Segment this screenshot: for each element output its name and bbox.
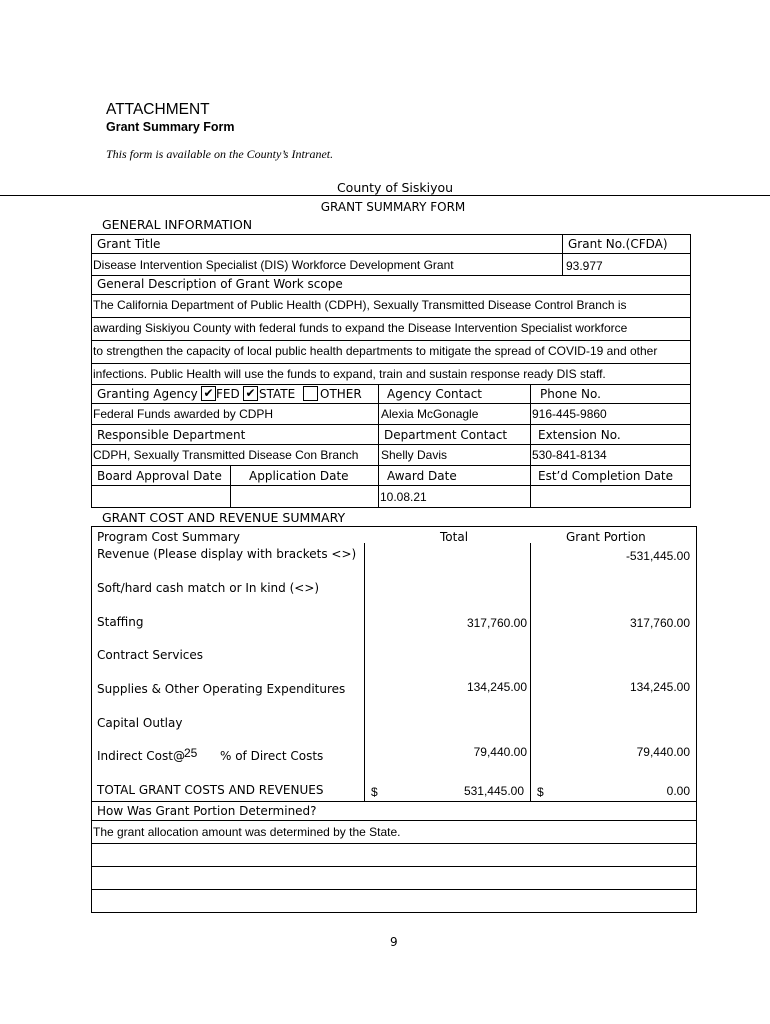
- total-dollar-sign: $: [371, 785, 378, 799]
- agency-contact-value: Alexia McGonagle: [381, 407, 479, 421]
- page-number: 9: [390, 935, 398, 949]
- description-label: General Description of Grant Work scope: [97, 277, 343, 291]
- dept-contact-label: Department Contact: [384, 428, 508, 442]
- staffing-grant-value: 317,760.00: [629, 616, 690, 630]
- extension-value: 530-841-8134: [532, 448, 607, 462]
- supplies-grant-value: 134,245.00: [629, 680, 690, 694]
- revenue-label: Revenue (Please display with brackets <>): [97, 547, 357, 561]
- board-approval-label: Board Approval Date: [97, 469, 222, 483]
- extension-label: Extension No.: [538, 428, 621, 442]
- indirect-cost-label: Indirect Cost@: [97, 749, 185, 763]
- total-total-value: 531,445.00: [463, 784, 524, 798]
- granting-agency-label: Granting Agency: [97, 387, 198, 401]
- col-grant-portion: Grant Portion: [566, 530, 646, 544]
- other-checkbox[interactable]: [303, 386, 318, 401]
- responsible-dept-label: Responsible Department: [97, 428, 246, 442]
- staffing-total-value: 317,760.00: [466, 616, 527, 630]
- capital-outlay-label: Capital Outlay: [97, 716, 183, 730]
- fed-label: FED: [216, 387, 240, 401]
- grant-no-label: Grant No.(CFDA): [568, 237, 668, 251]
- indirect-suffix: % of Direct Costs: [220, 749, 324, 763]
- fed-checkbox[interactable]: ✔: [201, 386, 216, 401]
- granting-agency-value: Federal Funds awarded by CDPH: [93, 407, 274, 421]
- indirect-rate-value[interactable]: 25: [184, 746, 198, 760]
- description-line-2: awarding Siskiyou County with federal funds to expand the Disease Intervention Specialist workforce: [93, 321, 628, 335]
- county-title: County of Siskiyou: [336, 180, 454, 195]
- other-label: OTHER: [320, 387, 362, 401]
- state-label: STATE: [259, 387, 296, 401]
- revenue-grant-value: -531,445.00: [625, 549, 690, 563]
- indirect-grant-value: 79,440.00: [636, 745, 690, 759]
- supplies-label: Supplies & Other Operating Expenditures: [97, 682, 346, 696]
- contract-services-label: Contract Services: [97, 648, 204, 662]
- attachment-heading: ATTACHMENT: [106, 101, 210, 118]
- grant-title-value: Disease Intervention Specialist (DIS) Workforce Development Grant: [93, 258, 454, 272]
- staffing-label: Staffing: [97, 615, 144, 629]
- agency-contact-label: Agency Contact: [387, 387, 483, 401]
- form-name: Grant Summary Form: [106, 120, 235, 134]
- description-line-4: infections. Public Health will use the funds to expand, train and sustain response ready DIS staff.: [93, 367, 606, 381]
- phone-value: 916-445-9860: [532, 407, 607, 421]
- state-checkbox[interactable]: ✔: [243, 386, 258, 401]
- match-label: Soft/hard cash match or In kind (<>): [97, 581, 320, 595]
- grant-no-value: 93.977: [566, 259, 603, 273]
- description-line-3: to strengthen the capacity of local public health departments to mitigate the spread of COVID-19 and other: [93, 344, 658, 358]
- description-line-1: The California Department of Public Health (CDPH), Sexually Transmitted Disease Control Branch is: [93, 298, 627, 312]
- col-total: Total: [440, 530, 469, 544]
- portion-question: How Was Grant Portion Determined?: [97, 804, 317, 818]
- award-date-label: Award Date: [387, 469, 457, 483]
- application-date-label: Application Date: [249, 469, 349, 483]
- portion-answer: The grant allocation amount was determined by the State.: [93, 825, 401, 839]
- total-label: TOTAL GRANT COSTS AND REVENUES: [97, 783, 324, 797]
- responsible-dept-value: CDPH, Sexually Transmitted Disease Con Branch: [93, 448, 359, 462]
- phone-label: Phone No.: [540, 387, 601, 401]
- dept-contact-value: Shelly Davis: [381, 448, 448, 462]
- general-section-title: GENERAL INFORMATION: [102, 217, 253, 232]
- availability-note: This form is available on the County’s Intranet.: [106, 147, 334, 161]
- cost-section-title: GRANT COST AND REVENUE SUMMARY: [102, 510, 346, 525]
- award-date-value: 10.08.21: [380, 490, 427, 504]
- completion-date-label: Est’d Completion Date: [538, 469, 674, 483]
- form-title: GRANT SUMMARY FORM: [320, 200, 466, 214]
- indirect-total-value: 79,440.00: [473, 745, 527, 759]
- grant-dollar-sign: $: [537, 785, 544, 799]
- col-program-cost-summary: Program Cost Summary: [97, 530, 240, 544]
- supplies-total-value: 134,245.00: [466, 680, 527, 694]
- title-rule: [0, 195, 770, 196]
- total-grant-value: 0.00: [666, 784, 690, 798]
- grant-title-label: Grant Title: [97, 237, 161, 251]
